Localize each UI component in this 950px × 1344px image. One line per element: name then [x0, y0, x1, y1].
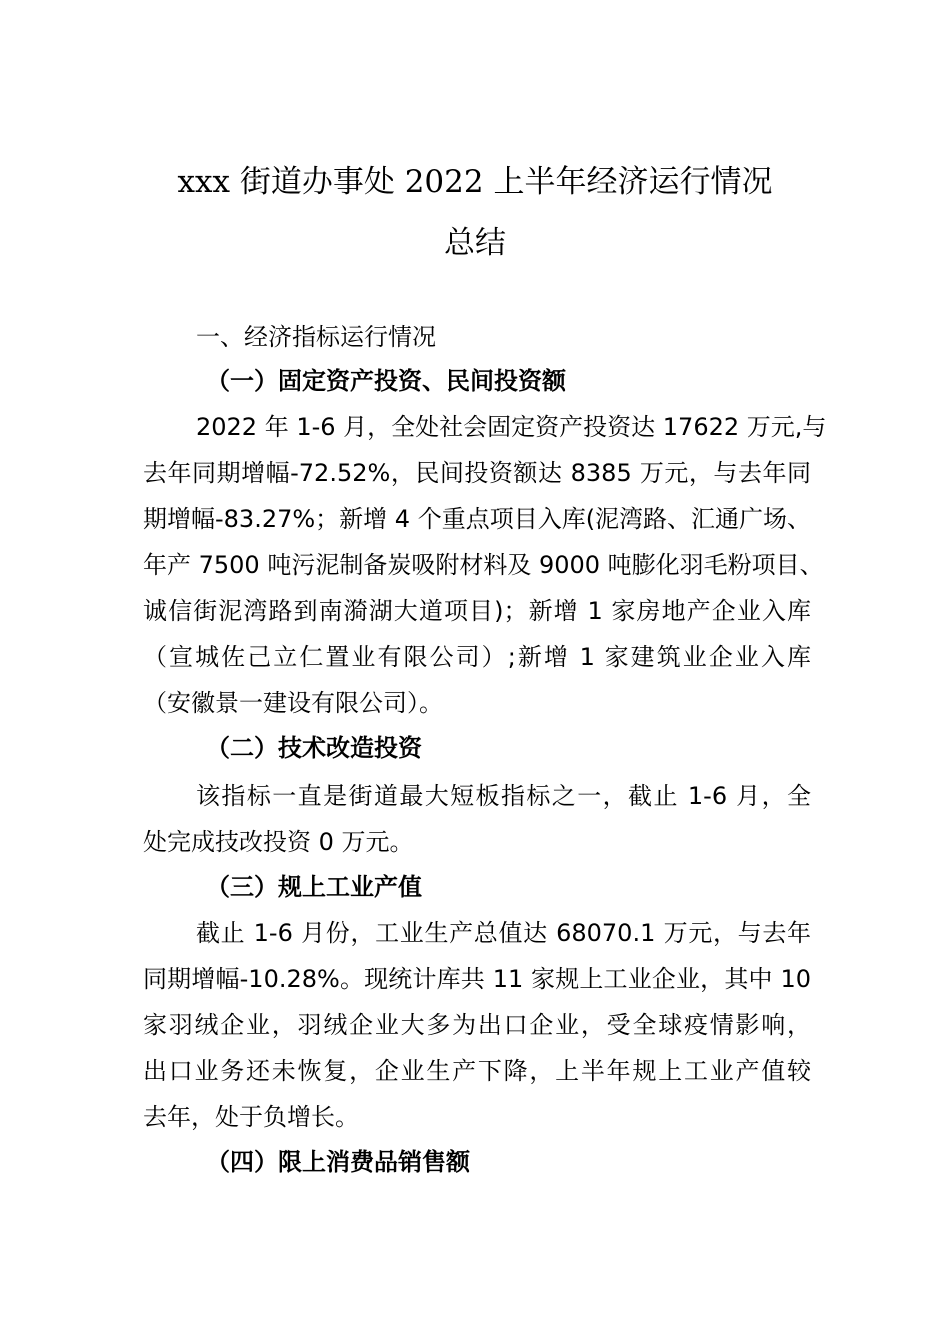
paragraph-line: 截止 1-6 月份，工业生产总值达 68070.1 万元，与去年 — [196, 919, 811, 947]
paragraph-line: 处完成技改投资 0 万元。 — [143, 828, 414, 856]
paragraph-line: 诚信街泥湾路到南漪湖大道项目)；新增 1 家房地产企业入库 — [143, 597, 811, 625]
paragraph-line: 期增幅-83.27%；新增 4 个重点项目入库(泥湾路、汇通广场、 — [143, 505, 812, 533]
paragraph-line: 年产 7500 吨污泥制备炭吸附材料及 9000 吨膨化羽毛粉项目、 — [143, 551, 824, 579]
subsection-heading-1: （一）固定资产投资、民间投资额 — [206, 367, 566, 395]
section-heading: 一、经济指标运行情况 — [196, 323, 436, 351]
paragraph-line: 该指标一直是街道最大短板指标之一，截止 1-6 月，全 — [196, 782, 811, 810]
paragraph-line: 同期增幅-10.28%。现统计库共 11 家规上工业企业，其中 10 — [143, 965, 811, 993]
subsection-heading-4: （四）限上消费品销售额 — [206, 1148, 470, 1176]
paragraph-line: 2022 年 1-6 月，全处社会固定资产投资达 17622 万元,与 — [196, 413, 827, 441]
paragraph-line: 去年同期增幅-72.52%，民间投资额达 8385 万元，与去年同 — [143, 459, 811, 487]
subsection-heading-2: （二）技术改造投资 — [206, 734, 422, 762]
paragraph-line: 去年，处于负增长。 — [143, 1103, 359, 1131]
document-title-line1: xxx 街道办事处 2022 上半年经济运行情况 — [177, 164, 773, 200]
subsection-heading-3: （三）规上工业产值 — [206, 873, 422, 901]
document-title-line2: 总结 — [444, 225, 506, 261]
paragraph-line: （安徽景一建设有限公司）。 — [143, 689, 443, 717]
paragraph-line: 出口业务还未恢复，企业生产下降，上半年规上工业产值较 — [143, 1057, 811, 1085]
paragraph-line: 家羽绒企业，羽绒企业大多为出口企业，受全球疫情影响， — [143, 1011, 811, 1039]
paragraph-line: （宣城佐己立仁置业有限公司）;新增 1 家建筑业企业入库 — [143, 643, 811, 671]
